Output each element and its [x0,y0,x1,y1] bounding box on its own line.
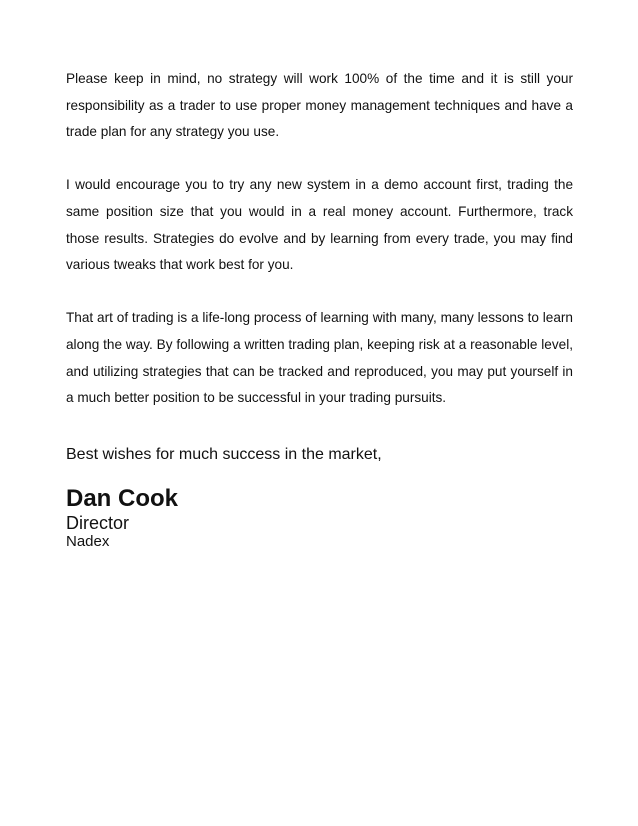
signer-name: Dan Cook [66,484,179,512]
signer-organization: Nadex [66,532,110,550]
signer-title: Director [66,512,130,533]
letter-body [66,66,573,551]
paragraph-strategy-disclaimer: Please keep in mind, no strategy will work 100% of the time and it is still your responsibility as a trader to use proper money management techniques and have a trade plan for any strategy you use. [66,71,573,140]
closing-line: Best wishes for much success in the market, [66,445,382,463]
paragraph-demo-account-advice: I would encourage you to try any new system in a demo account first, trading the same position size that you would in a real money account. Furthermore, track those results. Strategies do evolve and by learning from every trade, you may find various tweaks that work best for you. [66,177,573,273]
paragraph-trading-process: That art of trading is a life-long process of learning with many, many lessons to learn along the way. By following a written trading plan, keeping risk at a reasonable level, and utilizing strategies that can be tracked and reproduced, you may put yourself in a much better position to be successful in your trading pursuits. [66,310,573,406]
